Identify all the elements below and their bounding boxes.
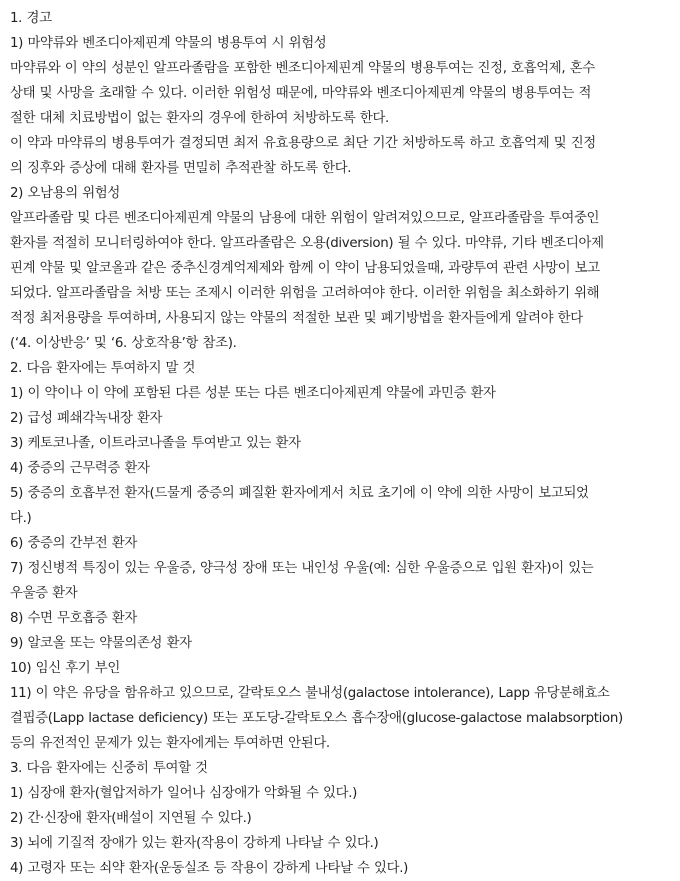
text-line: (‘4. 이상반응’ 및 ‘6. 상호작용’항 참조). — [10, 336, 237, 351]
list-item: 4) 중증의 근무력증 환자 — [10, 461, 150, 476]
list-item-continuation: 등의 유전적인 문제가 있는 환자에게는 투여하면 안된다. — [10, 736, 330, 751]
list-item: 1) 심장애 환자(혈압저하가 일어나 심장애가 악화될 수 있다.) — [10, 786, 358, 801]
list-item: 9) 알코올 또는 약물의존성 환자 — [10, 636, 192, 651]
list-item: 1) 이 약이나 이 약에 포함된 다른 성분 또는 다른 벤조디아제핀계 약물에 과민증 환자 — [10, 386, 496, 401]
text-line: 핀계 약물 및 알코올과 같은 중추신경계억제제와 함께 이 약이 남용되었을때, 과량투여 관련 사망이 보고 — [10, 261, 600, 276]
list-item: 2) 간·신장애 환자(배설이 지연될 수 있다.) — [10, 811, 252, 826]
subheading-abuse-risk: 2) 오남용의 위험성 — [10, 186, 120, 201]
list-item-continuation: 우울증 환자 — [10, 586, 78, 601]
text-line: 환자를 적절히 모니터링하여야 한다. 알프라졸람은 오용(diversion) 될 수 있다. 마약류, 기타 벤조디아제 — [10, 236, 604, 251]
text-line: 알프라졸람 및 다른 벤조디아제핀계 약물의 남용에 대한 위험이 알려져있으므로, 알프라졸람을 투여중인 — [10, 211, 600, 226]
list-item: 10) 임신 후기 부인 — [10, 661, 120, 676]
text-line: 의 징후와 증상에 대해 환자를 면밀히 추적관찰 하도록 한다. — [10, 161, 352, 176]
text-line: 마약류와 이 약의 성분인 알프라졸람을 포함한 벤조디아제핀계 약물의 병용투여는 진정, 호흡억제, 혼수 — [10, 61, 595, 76]
subheading-concomitant-use-risk: 1) 마약류와 벤조디아제핀계 약물의 병용투여 시 위험성 — [10, 36, 327, 51]
list-item: 3) 뇌에 기질적 장애가 있는 환자(작용이 강하게 나타날 수 있다.) — [10, 836, 379, 851]
text-line: 상태 및 사망을 초래할 수 있다. 이러한 위험성 때문에, 마약류와 벤조디아제핀계 약물의 병용투여는 적 — [10, 86, 592, 101]
list-item: 4) 고령자 또는 쇠약 환자(운동실조 등 작용이 강하게 나타날 수 있다.) — [10, 861, 408, 876]
list-item: 3) 케토코나졸, 이트라코나졸을 투여받고 있는 환자 — [10, 436, 301, 451]
text-line: 되었다. 알프라졸람을 처방 또는 조제시 이러한 위험을 고려하여야 한다. 이러한 위험을 최소화하기 위해 — [10, 286, 600, 301]
text-line: 이 약과 마약류의 병용투여가 결정되면 최저 유효용량으로 최단 기간 처방하도록 하고 호흡억제 및 진정 — [10, 136, 596, 151]
list-item: 2) 급성 폐쇄각녹내장 환자 — [10, 411, 163, 426]
list-item: 6) 중증의 간부전 환자 — [10, 536, 137, 551]
list-item: 5) 중증의 호흡부전 환자(드물게 중증의 폐질환 환자에게서 치료 초기에 이 약에 의한 사망이 보고되었 — [10, 486, 589, 501]
list-item: 7) 정신병적 특징이 있는 우울증, 양극성 장애 또는 내인성 우울(예: 심한 우울증으로 입원 환자)이 있는 — [10, 561, 594, 576]
section-heading-warning: 1. 경고 — [10, 11, 52, 26]
text-line: 적정 최저용량을 투여하며, 사용되지 않는 약물의 적절한 보관 및 폐기방법을 환자들에게 알려야 한다 — [10, 311, 583, 326]
text-line: 절한 대체 치료방법이 없는 환자의 경우에 한하여 처방하도록 한다. — [10, 111, 389, 126]
list-item-continuation: 다.) — [10, 511, 32, 526]
document-body — [10, 6, 672, 881]
list-item-continuation: 결핍증(Lapp lactase deficiency) 또는 포도당-갈락토오스 흡수장애(glucose-galactose malabsorption) — [10, 711, 623, 726]
section-heading-contraindications: 2. 다음 환자에는 투여하지 말 것 — [10, 361, 196, 376]
section-heading-caution: 3. 다음 환자에는 신중히 투여할 것 — [10, 761, 208, 776]
list-item: 11) 이 약은 유당을 함유하고 있으므로, 갈락토오스 불내성(galactose intolerance), Lapp 유당분해효소 — [10, 686, 610, 701]
list-item: 8) 수면 무호흡증 환자 — [10, 611, 137, 626]
